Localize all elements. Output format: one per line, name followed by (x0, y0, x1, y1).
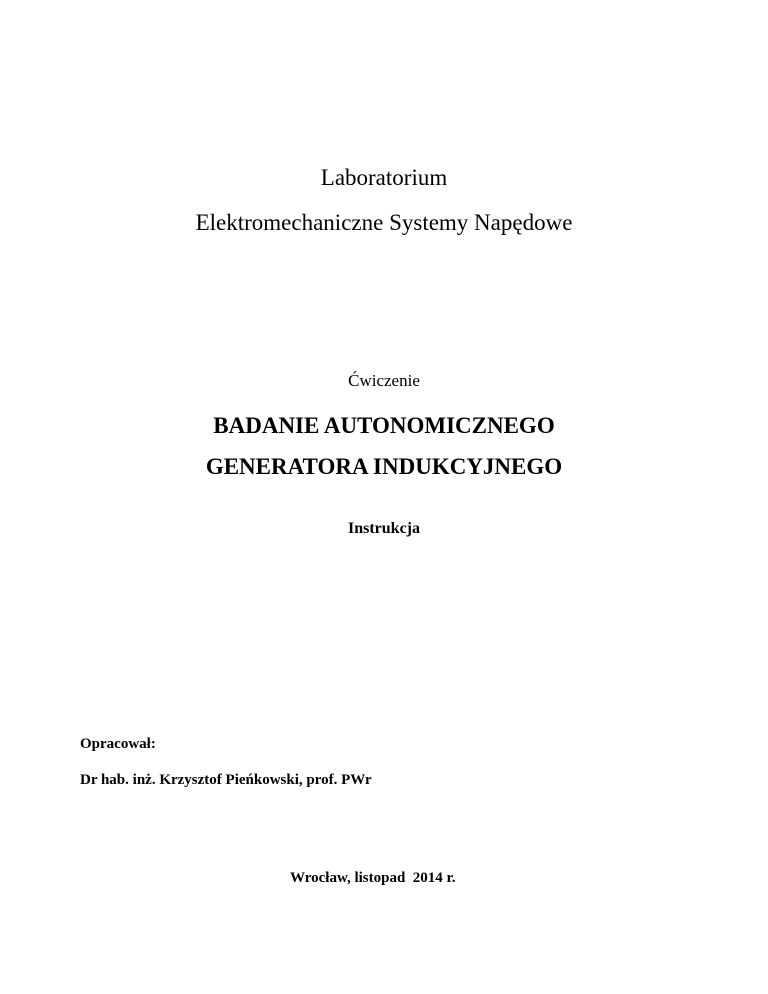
exercise-label: Ćwiczenie (348, 371, 420, 390)
document-type: Instrukcja (347, 520, 420, 537)
author-label: Opracował: (80, 736, 156, 752)
lab-subtitle: Elektromechaniczne Systemy Napędowe (195, 210, 573, 235)
exercise-title-line-1: BADANIE AUTONOMICZNEGO (213, 413, 555, 438)
place-and-date: Wrocław, listopad 2014 r. (290, 870, 456, 886)
author-name: Dr hab. inż. Krzysztof Pieńkowski, prof. PWr (80, 772, 372, 788)
lab-title: Laboratorium (320, 165, 448, 190)
exercise-title-line-2: GENERATORA INDUKCYJNEGO (205, 454, 563, 479)
